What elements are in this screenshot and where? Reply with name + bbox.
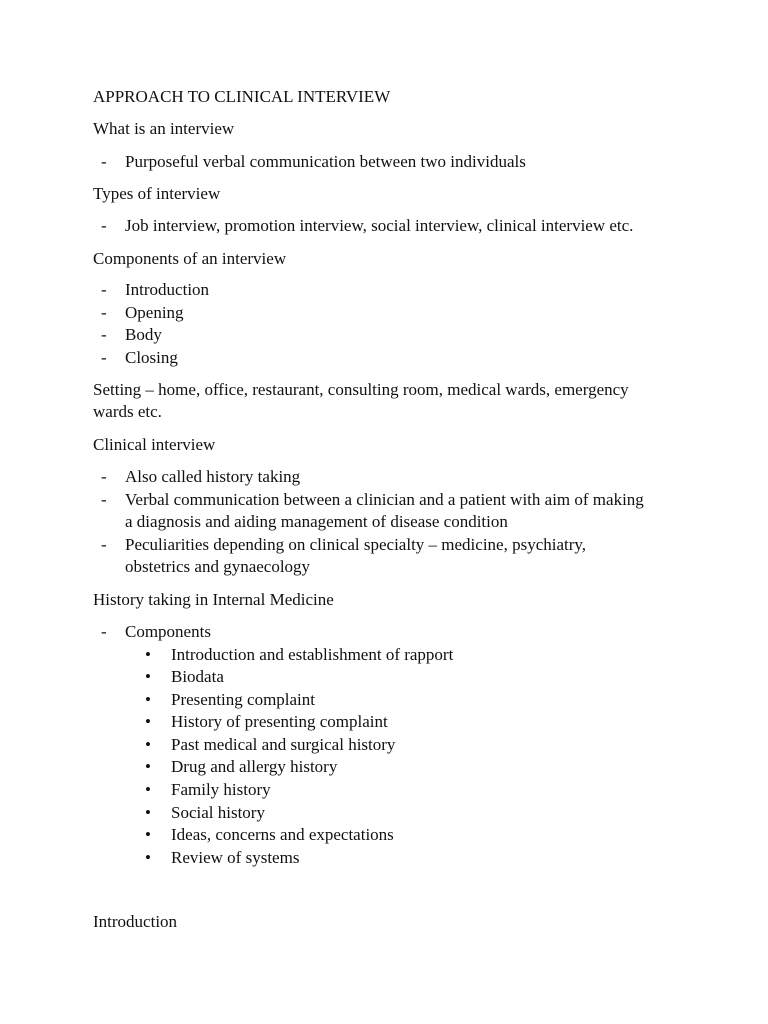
question-clinical-interview: Clinical interview [93, 435, 216, 454]
list-item-text: Job interview, promotion interview, social interview, clinical interview etc. [125, 216, 634, 235]
list-item-text: Opening [125, 302, 184, 322]
list-item-text: Social history [171, 802, 265, 822]
dash-marker: - [101, 216, 107, 235]
list-item [125, 779, 693, 802]
question-components: Components of an interview [93, 249, 287, 268]
list-item [125, 824, 693, 847]
list-item-text: Introduction and establishment of rapport [171, 644, 454, 664]
list-item [93, 534, 653, 579]
list-item-text: Closing [125, 347, 178, 367]
components-list [93, 279, 693, 369]
list-item [125, 689, 693, 712]
bullet-marker: • [145, 644, 151, 664]
list-item-text: Purposeful verbal communication between two individuals [125, 152, 526, 171]
list-item [125, 847, 693, 870]
question-types-of-interview: Types of interview [93, 184, 221, 203]
list-item [93, 302, 693, 325]
list-item [125, 756, 693, 779]
list-item-text: History of presenting complaint [171, 712, 388, 732]
dash-marker: - [101, 534, 107, 554]
list-item [93, 151, 693, 174]
dash-marker: - [101, 467, 107, 486]
dash-marker: - [101, 622, 107, 641]
bullet-marker: • [145, 802, 151, 822]
bullet-marker: • [145, 667, 151, 687]
bullet-marker: • [145, 734, 151, 754]
list-item [125, 666, 693, 689]
list-item [93, 466, 653, 489]
dash-marker: - [101, 347, 107, 367]
list-item-text: Drug and allergy history [171, 757, 338, 777]
list-item-text: Introduction [125, 280, 210, 299]
dash-marker: - [101, 152, 107, 171]
list-item [125, 644, 693, 667]
history-list [93, 621, 693, 869]
list-item [93, 347, 693, 370]
setting-paragraph: Setting – home, office, restaurant, consulting room, medical wards, emergency wards etc. [93, 380, 629, 421]
bullet-marker: • [145, 712, 151, 732]
list-item-text: Family history [171, 780, 271, 800]
dash-marker: - [101, 325, 107, 344]
list-item [93, 621, 693, 869]
bullet-marker: • [145, 847, 151, 867]
list-item-text: Past medical and surgical history [171, 734, 396, 754]
question-history-taking: History taking in Internal Medicine [93, 590, 334, 609]
list-item-text: Body [125, 325, 162, 344]
list-item [125, 802, 693, 825]
list-item-text: Peculiarities depending on clinical specialty – medicine, psychiatry, obstetrics and gynaecology [125, 534, 587, 576]
dash-marker: - [101, 489, 107, 509]
list-item-text: Also called history taking [125, 467, 301, 486]
document-title: APPROACH TO CLINICAL INTERVIEW [93, 87, 391, 106]
list-item-text: Biodata [171, 667, 224, 687]
list-item [125, 734, 693, 757]
list-item [93, 489, 653, 534]
what-list [93, 151, 693, 174]
bullet-marker: • [145, 780, 151, 800]
list-item-text: Ideas, concerns and expectations [171, 825, 394, 845]
bullet-marker: • [145, 825, 151, 845]
list-item [93, 279, 693, 302]
clinical-list [93, 466, 653, 579]
bullet-marker: • [145, 757, 151, 777]
list-item-text: Components [125, 622, 211, 641]
question-what-is-interview: What is an interview [93, 119, 235, 138]
types-list [93, 215, 693, 238]
list-item-text: Presenting complaint [171, 689, 316, 709]
introduction-heading: Introduction [93, 912, 178, 931]
dash-marker: - [101, 280, 107, 299]
bullet-marker: • [145, 689, 151, 709]
dash-marker: - [101, 302, 107, 322]
list-item [93, 215, 693, 238]
list-item [125, 711, 693, 734]
list-item-text: Review of systems [171, 847, 300, 867]
history-components-list [125, 644, 693, 870]
list-item-text: Verbal communication between a clinician and a patient with aim of making a diagnosis and aiding management of disease condition [125, 489, 644, 531]
list-item [93, 324, 693, 347]
